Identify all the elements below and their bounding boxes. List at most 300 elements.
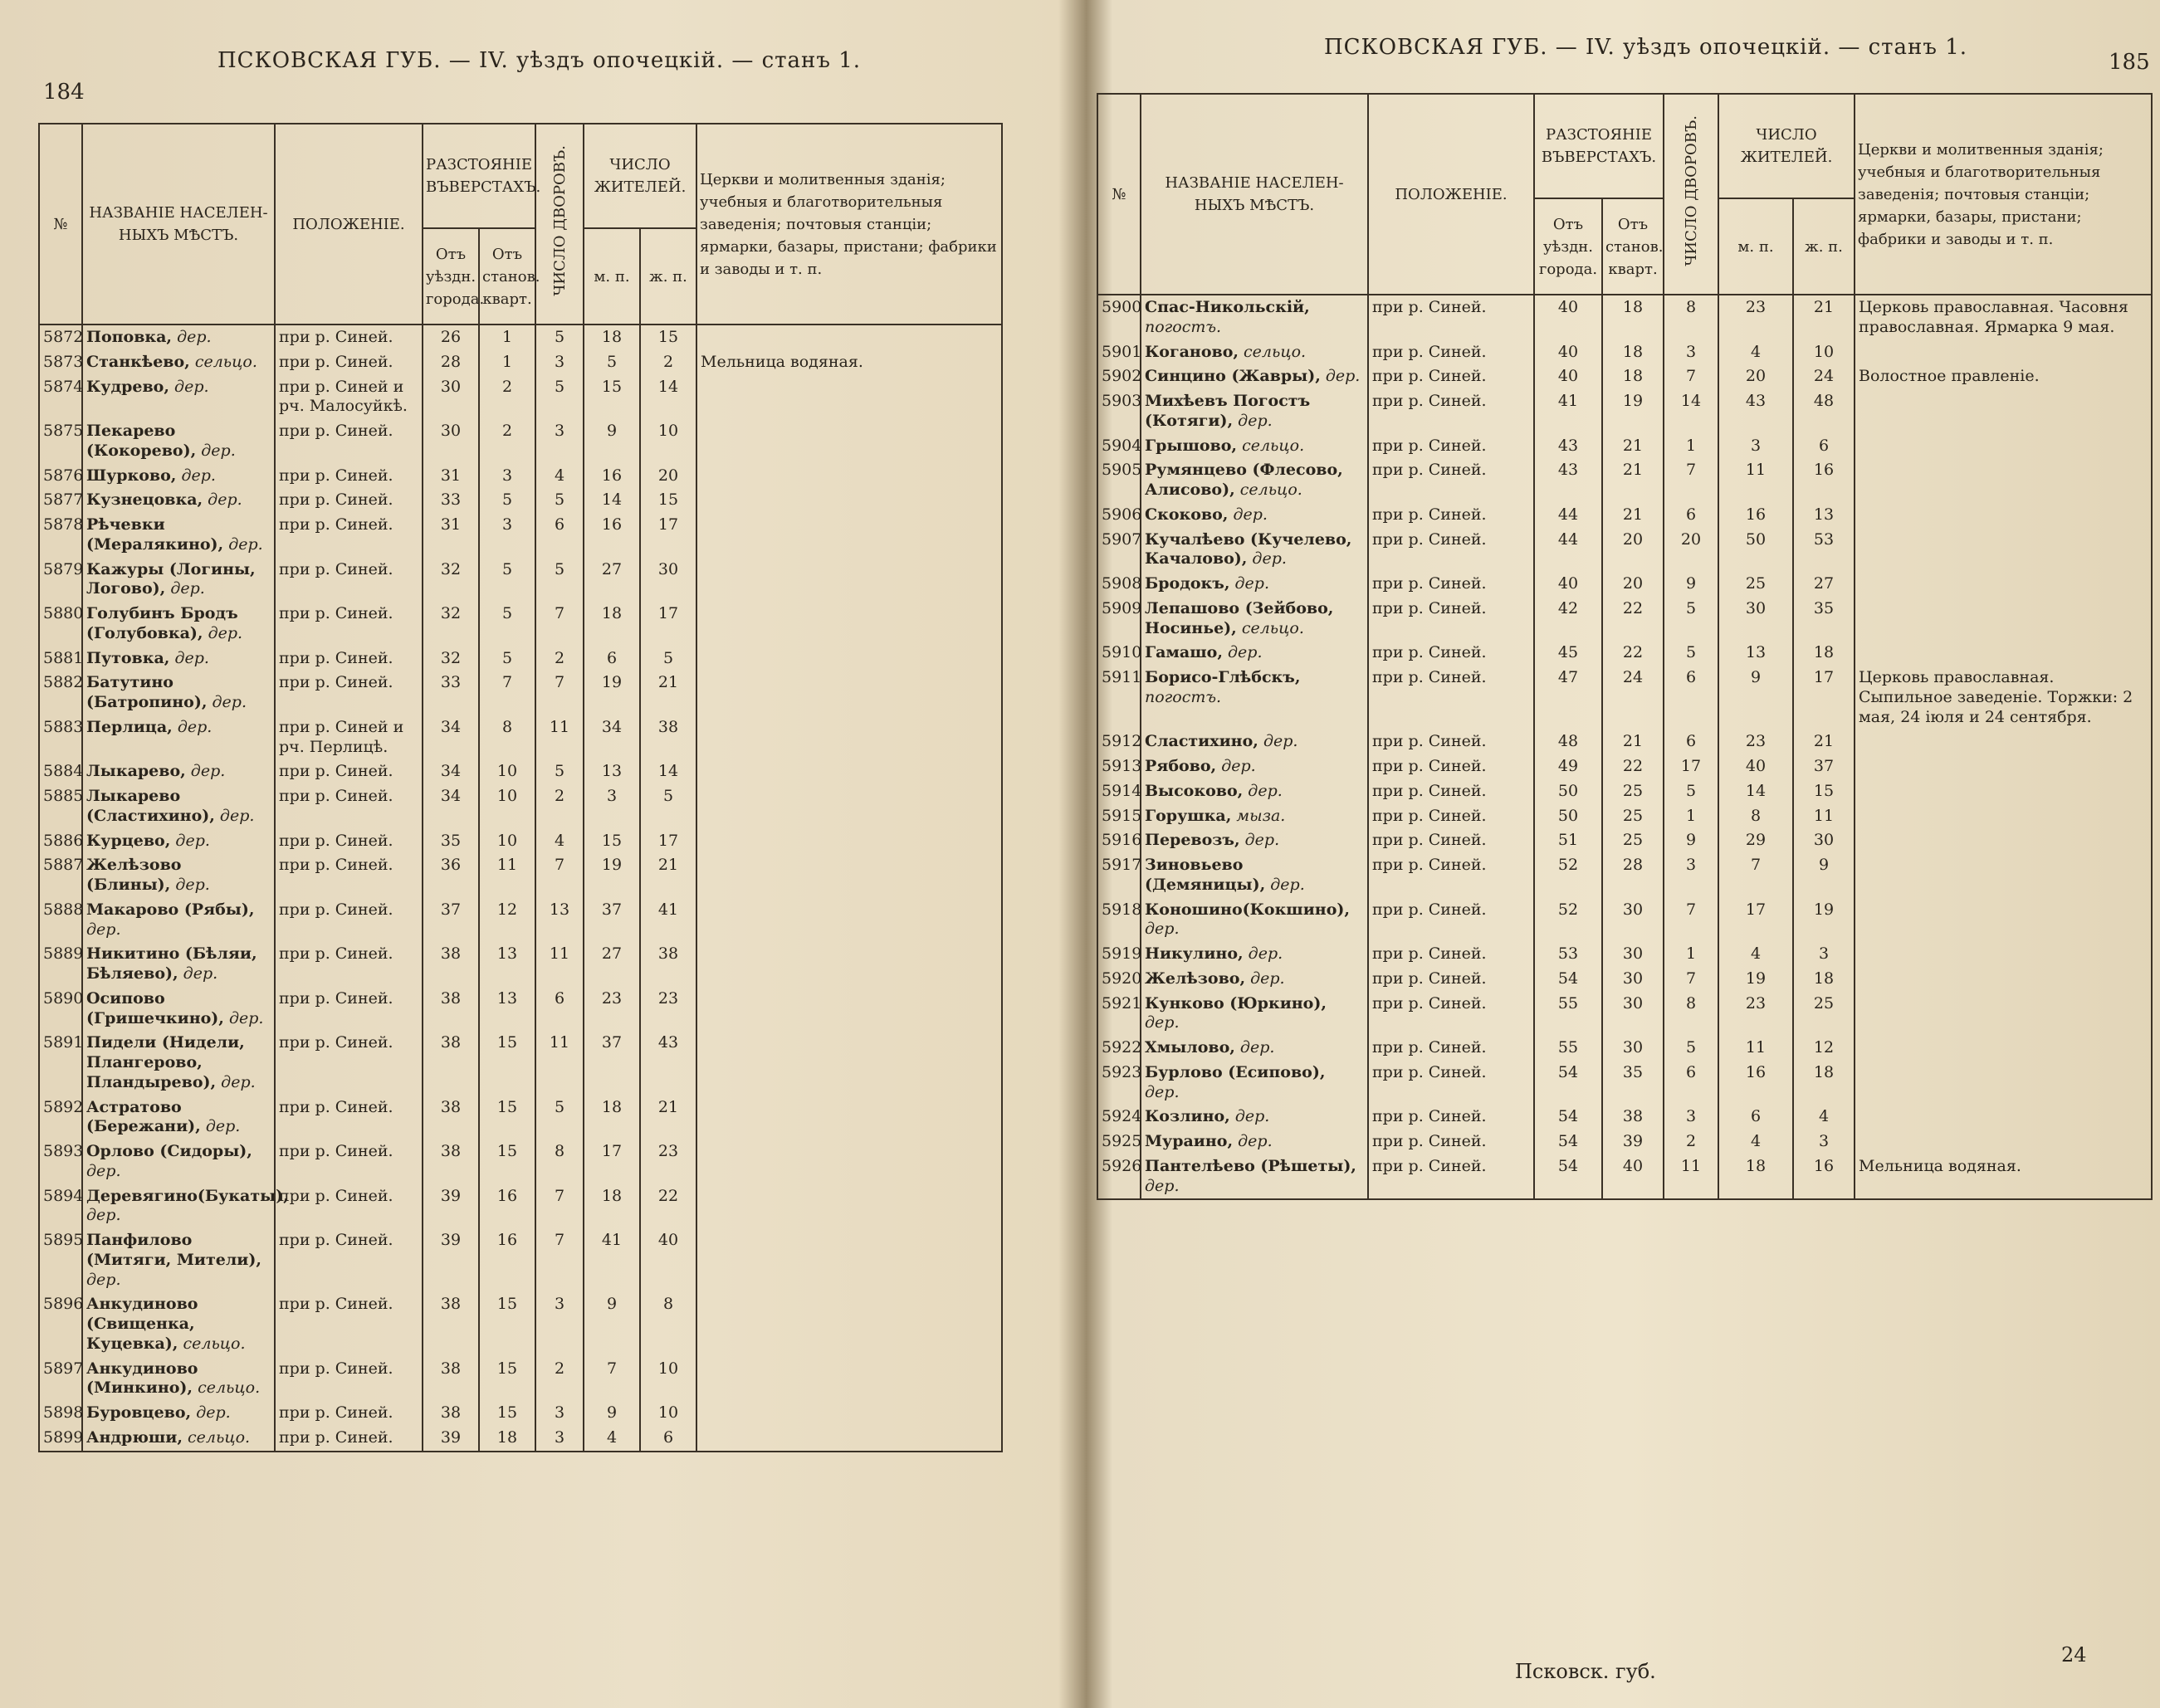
- place-kind: дер.: [86, 1206, 121, 1225]
- distance-city: 51: [1534, 828, 1602, 853]
- table-row: [1097, 597, 2152, 642]
- male-count: 16: [1718, 503, 1793, 528]
- place-kind: дер.: [228, 534, 263, 554]
- place-name-text: Перевозъ,: [1145, 831, 1240, 850]
- male-count: 13: [1718, 641, 1793, 666]
- distance-city: 48: [1534, 730, 1602, 754]
- yards-count: 7: [1664, 458, 1718, 503]
- table-row: [1097, 1105, 2152, 1130]
- distance-city: 38: [423, 987, 479, 1032]
- table-row: [39, 1228, 1002, 1292]
- col-dist-city: Отъ уѣздн. города.: [423, 228, 479, 325]
- remarks: [1855, 389, 2152, 434]
- table-row: [1097, 779, 2152, 804]
- row-number: 5923: [1097, 1061, 1141, 1105]
- row-number: 5883: [39, 715, 82, 760]
- female-count: 10: [640, 1401, 696, 1426]
- place-name-text: Бродокъ,: [1145, 574, 1230, 593]
- place-name-text: Буровцево,: [86, 1403, 192, 1422]
- female-count: 37: [1793, 754, 1855, 779]
- place-location: при р. Синей.: [275, 853, 423, 898]
- remarks: [696, 1426, 1002, 1452]
- yards-count: 2: [535, 784, 584, 829]
- remarks: Мельница водяная.: [1855, 1154, 2152, 1200]
- place-kind: сельцо.: [183, 1334, 246, 1353]
- place-name-text: Желѣзово,: [1145, 969, 1246, 988]
- place-name-text: Грышово,: [1145, 436, 1238, 455]
- col-notes: Церкви и молитвенныя зданія; учебныя и благотворительныя заведенія; почтовыя станціи; ярмарки, базары, пристани; фабрики и заводы и т. п.: [1855, 94, 2152, 295]
- distance-stan: 5: [479, 488, 535, 513]
- remarks: [1855, 779, 2152, 804]
- distance-stan: 18: [1602, 295, 1664, 340]
- distance-stan: 38: [1602, 1105, 1664, 1130]
- table-row: [1097, 853, 2152, 898]
- distance-stan: 10: [479, 784, 535, 829]
- male-count: 3: [584, 784, 640, 829]
- distance-city: 43: [1534, 434, 1602, 459]
- remarks: [696, 898, 1002, 943]
- distance-stan: 21: [1602, 434, 1664, 459]
- female-count: 15: [640, 325, 696, 350]
- row-number: 5882: [39, 671, 82, 715]
- place-name-text: Лыкарево,: [86, 762, 186, 781]
- place-location: при р. Синей.: [275, 558, 423, 603]
- male-count: 15: [584, 375, 640, 420]
- place-name: [1141, 1154, 1368, 1200]
- row-number: 5895: [39, 1228, 82, 1292]
- remarks: [696, 1139, 1002, 1184]
- place-name: [1141, 898, 1368, 943]
- female-count: 23: [640, 987, 696, 1032]
- place-location: при р. Синей.: [1368, 730, 1534, 754]
- male-count: 8: [1718, 804, 1793, 829]
- place-kind: дер.: [1252, 549, 1287, 569]
- distance-stan: 20: [1602, 572, 1664, 597]
- place-name: [1141, 528, 1368, 573]
- male-count: 9: [584, 1401, 640, 1426]
- place-location: при р. Синей.: [275, 1096, 423, 1140]
- yards-count: 6: [535, 513, 584, 558]
- col-female: ж. п.: [640, 228, 696, 325]
- remarks: [1855, 1061, 2152, 1105]
- place-kind: сельцо.: [1241, 618, 1304, 637]
- table-row: [39, 647, 1002, 671]
- row-number: 5915: [1097, 804, 1141, 829]
- male-count: 15: [584, 829, 640, 854]
- row-number: 5897: [39, 1357, 82, 1402]
- row-number: 5908: [1097, 572, 1141, 597]
- place-location: при р. Синей.: [275, 759, 423, 784]
- place-location: при р. Синей.: [1368, 853, 1534, 898]
- yards-count: 4: [535, 829, 584, 854]
- distance-city: 52: [1534, 898, 1602, 943]
- place-location: при р. Синей.: [1368, 340, 1534, 365]
- left-page: [0, 0, 1075, 1708]
- place-kind: сельцо.: [198, 1379, 261, 1398]
- col-yards: ЧИСЛО ДВОРОВЪ.: [535, 124, 584, 325]
- place-kind: дер.: [1233, 505, 1268, 524]
- place-name-text: Кудрево,: [86, 377, 169, 396]
- yards-count: 8: [1664, 992, 1718, 1037]
- table-row: [1097, 503, 2152, 528]
- female-count: 24: [1793, 364, 1855, 389]
- table-row: [1097, 458, 2152, 503]
- place-name-text: Анкудиново (Минкино),: [86, 1359, 198, 1398]
- male-count: 27: [584, 942, 640, 987]
- distance-stan: 15: [479, 1096, 535, 1140]
- remarks: [1855, 641, 2152, 666]
- place-kind: дер.: [1270, 875, 1305, 894]
- row-number: 5926: [1097, 1154, 1141, 1200]
- place-location: при р. Синей.: [275, 350, 423, 375]
- place-location: при р. Синей.: [1368, 458, 1534, 503]
- place-location: при р. Синей.: [1368, 992, 1534, 1037]
- remarks: [696, 715, 1002, 760]
- yards-count: 3: [535, 1426, 584, 1452]
- distance-stan: 16: [479, 1228, 535, 1292]
- male-count: 41: [584, 1228, 640, 1292]
- distance-stan: 20: [1602, 528, 1664, 573]
- remarks: [696, 1401, 1002, 1426]
- place-name-text: Макарово (Рябы),: [86, 900, 255, 919]
- table-row: [39, 602, 1002, 647]
- yards-count: 1: [1664, 434, 1718, 459]
- distance-city: 30: [423, 419, 479, 464]
- female-count: 25: [1793, 992, 1855, 1037]
- female-count: 17: [640, 513, 696, 558]
- table-row: [39, 829, 1002, 854]
- place-location: при р. Синей.: [1368, 434, 1534, 459]
- female-count: 10: [1793, 340, 1855, 365]
- place-location: при р. Синей.: [1368, 967, 1534, 992]
- distance-stan: 15: [479, 1357, 535, 1402]
- distance-stan: 21: [1602, 730, 1664, 754]
- yards-count: 6: [1664, 666, 1718, 730]
- place-location: при р. Синей.: [275, 1184, 423, 1229]
- male-count: 16: [1718, 1061, 1793, 1105]
- yards-count: 5: [535, 1096, 584, 1140]
- female-count: 22: [640, 1184, 696, 1229]
- table-row: [39, 671, 1002, 715]
- male-count: 3: [1718, 434, 1793, 459]
- distance-stan: 11: [479, 853, 535, 898]
- place-location: при р. Синей.: [275, 488, 423, 513]
- place-location: при р. Синей.: [275, 1228, 423, 1292]
- distance-city: 38: [423, 1031, 479, 1095]
- male-count: 23: [1718, 992, 1793, 1037]
- row-number: 5919: [1097, 942, 1141, 967]
- distance-stan: 24: [1602, 666, 1664, 730]
- row-number: 5894: [39, 1184, 82, 1229]
- place-name: [1141, 295, 1368, 340]
- yards-count: 7: [535, 602, 584, 647]
- yards-count: 11: [535, 1031, 584, 1095]
- place-name: [82, 488, 275, 513]
- remarks: Волостное правленіе.: [1855, 364, 2152, 389]
- remarks: [696, 419, 1002, 464]
- place-name: [82, 784, 275, 829]
- table-row: [1097, 295, 2152, 340]
- distance-city: 53: [1534, 942, 1602, 967]
- row-number: 5877: [39, 488, 82, 513]
- yards-count: 17: [1664, 754, 1718, 779]
- yards-count: 7: [535, 853, 584, 898]
- yards-count: 1: [1664, 804, 1718, 829]
- yards-count: 7: [535, 1228, 584, 1292]
- place-name-text: Синцино (Жавры),: [1145, 367, 1321, 386]
- table-row: [39, 1184, 1002, 1229]
- distance-city: 55: [1534, 1036, 1602, 1061]
- female-count: 10: [640, 419, 696, 464]
- row-number: 5906: [1097, 503, 1141, 528]
- place-name: [1141, 1105, 1368, 1130]
- distance-stan: 18: [479, 1426, 535, 1452]
- table-row: [39, 558, 1002, 603]
- row-number: 5893: [39, 1139, 82, 1184]
- remarks: [1855, 1130, 2152, 1154]
- place-kind: дер.: [219, 806, 255, 825]
- yards-count: 5: [1664, 779, 1718, 804]
- col-distance: РАЗСТОЯНІЕ ВЪВЕРСТАХЪ.: [1534, 94, 1664, 198]
- distance-stan: 21: [1602, 503, 1664, 528]
- place-location: при р. Синей.: [1368, 1061, 1534, 1105]
- female-count: 11: [1793, 804, 1855, 829]
- row-number: 5924: [1097, 1105, 1141, 1130]
- table-row: [39, 987, 1002, 1032]
- female-count: 21: [640, 671, 696, 715]
- male-count: 4: [1718, 942, 1793, 967]
- distance-city: 54: [1534, 967, 1602, 992]
- female-count: 23: [640, 1139, 696, 1184]
- male-count: 11: [1718, 458, 1793, 503]
- distance-city: 34: [423, 715, 479, 760]
- female-count: 17: [1793, 666, 1855, 730]
- table-row: [1097, 340, 2152, 365]
- distance-city: 40: [1534, 364, 1602, 389]
- distance-city: 31: [423, 513, 479, 558]
- distance-city: 54: [1534, 1105, 1602, 1130]
- female-count: 16: [1793, 458, 1855, 503]
- row-number: 5911: [1097, 666, 1141, 730]
- place-location: при р. Синей.: [1368, 528, 1534, 573]
- row-number: 5879: [39, 558, 82, 603]
- place-name: [82, 759, 275, 784]
- place-name-text: Борисо-Глѣбскъ,: [1145, 668, 1301, 686]
- distance-city: 39: [423, 1228, 479, 1292]
- place-name: [82, 853, 275, 898]
- place-kind: дер.: [181, 466, 216, 485]
- place-name: [82, 671, 275, 715]
- yards-count: 11: [535, 942, 584, 987]
- place-name-text: Курцево,: [86, 831, 171, 850]
- female-count: 21: [640, 1096, 696, 1140]
- place-name: [1141, 572, 1368, 597]
- place-kind: дер.: [1145, 1082, 1180, 1101]
- place-name: [82, 647, 275, 671]
- place-name: [82, 513, 275, 558]
- remarks: [696, 1357, 1002, 1402]
- table-row: [1097, 942, 2152, 967]
- distance-city: 38: [423, 1139, 479, 1184]
- male-count: 6: [584, 647, 640, 671]
- place-name: [82, 602, 275, 647]
- remarks: [696, 853, 1002, 898]
- female-count: 15: [1793, 779, 1855, 804]
- place-name-text: Кажуры (Логины, Логово),: [86, 559, 256, 598]
- remarks: [1855, 434, 2152, 459]
- male-count: 37: [584, 898, 640, 943]
- place-name-text: Анкудиново (Свищенка, Куцевка),: [86, 1295, 198, 1353]
- place-location: при р. Синей.: [1368, 1105, 1534, 1130]
- female-count: 4: [1793, 1105, 1855, 1130]
- distance-city: 52: [1534, 853, 1602, 898]
- place-name: [82, 1357, 275, 1402]
- place-location: при р. Синей.: [1368, 364, 1534, 389]
- place-name: [1141, 364, 1368, 389]
- place-kind: дер.: [1244, 831, 1280, 850]
- distance-city: 54: [1534, 1061, 1602, 1105]
- table-row: [39, 1357, 1002, 1402]
- right-register-table: [1097, 93, 2153, 1200]
- remarks: [1855, 597, 2152, 642]
- remarks: [1855, 754, 2152, 779]
- male-count: 37: [584, 1031, 640, 1095]
- table-row: [1097, 804, 2152, 829]
- table-row: [39, 488, 1002, 513]
- distance-city: 43: [1534, 458, 1602, 503]
- sheet-number: 24: [2061, 1643, 2087, 1667]
- table-row: [1097, 641, 2152, 666]
- female-count: 18: [1793, 641, 1855, 666]
- yards-count: 5: [535, 759, 584, 784]
- remarks: [696, 647, 1002, 671]
- male-count: 6: [1718, 1105, 1793, 1130]
- place-name: [82, 419, 275, 464]
- yards-count: 7: [535, 671, 584, 715]
- place-kind: дер.: [175, 876, 210, 894]
- distance-city: 36: [423, 853, 479, 898]
- place-name-text: Андрюши,: [86, 1427, 183, 1447]
- male-count: 40: [1718, 754, 1793, 779]
- distance-stan: 22: [1602, 597, 1664, 642]
- place-location: при р. Синей.: [275, 1401, 423, 1426]
- distance-city: 38: [423, 1292, 479, 1356]
- place-kind: дер.: [190, 762, 226, 781]
- table-row: [1097, 666, 2152, 730]
- place-name-text: Пидели (Нидели, Плангерово, Пландырево),: [86, 1033, 245, 1091]
- place-name: [82, 898, 275, 943]
- yards-count: 1: [1664, 942, 1718, 967]
- male-count: 9: [584, 419, 640, 464]
- table-row: [1097, 730, 2152, 754]
- distance-stan: 2: [479, 375, 535, 420]
- female-count: 30: [1793, 828, 1855, 853]
- yards-count: 5: [1664, 597, 1718, 642]
- place-kind: дер.: [1234, 574, 1269, 593]
- distance-stan: 18: [1602, 364, 1664, 389]
- yards-count: 7: [1664, 898, 1718, 943]
- female-count: 21: [1793, 295, 1855, 340]
- female-count: 40: [640, 1228, 696, 1292]
- female-count: 3: [1793, 942, 1855, 967]
- distance-city: 34: [423, 784, 479, 829]
- row-number: 5917: [1097, 853, 1141, 898]
- distance-city: 54: [1534, 1130, 1602, 1154]
- distance-stan: 25: [1602, 828, 1664, 853]
- distance-city: 44: [1534, 528, 1602, 573]
- col-name: НАЗВАНІЕ НАСЕЛЕН-НЫХЪ МѢСТЪ.: [1141, 94, 1368, 295]
- distance-city: 32: [423, 647, 479, 671]
- table-row: [1097, 754, 2152, 779]
- place-name-text: Астратово (Бережани),: [86, 1097, 201, 1136]
- distance-stan: 15: [479, 1401, 535, 1426]
- male-count: 18: [584, 602, 640, 647]
- yards-count: 8: [535, 1139, 584, 1184]
- place-kind: сельцо.: [188, 1427, 251, 1447]
- row-number: 5889: [39, 942, 82, 987]
- female-count: 21: [640, 853, 696, 898]
- row-number: 5910: [1097, 641, 1141, 666]
- col-no: №: [1097, 94, 1141, 295]
- place-name: [82, 987, 275, 1032]
- male-count: 50: [1718, 528, 1793, 573]
- place-name-text: Поповка,: [86, 328, 173, 346]
- table-row: [1097, 967, 2152, 992]
- female-count: 6: [1793, 434, 1855, 459]
- distance-stan: 28: [1602, 853, 1664, 898]
- place-name-text: Коношино(Кокшино),: [1145, 900, 1350, 919]
- place-kind: погостъ.: [1145, 687, 1222, 706]
- place-location: при р. Синей.: [1368, 1036, 1534, 1061]
- table-row: [39, 942, 1002, 987]
- female-count: 10: [640, 1357, 696, 1402]
- distance-stan: 30: [1602, 942, 1664, 967]
- place-location: при р. Синей.: [275, 325, 423, 350]
- place-location: при р. Синей.: [275, 464, 423, 489]
- place-kind: дер.: [174, 648, 209, 667]
- place-name: [1141, 730, 1368, 754]
- distance-stan: 21: [1602, 458, 1664, 503]
- male-count: 34: [584, 715, 640, 760]
- row-number: 5905: [1097, 458, 1141, 503]
- yards-count: 20: [1664, 528, 1718, 573]
- place-name: [82, 375, 275, 420]
- table-row: [39, 759, 1002, 784]
- place-location: при р. Синей.: [1368, 641, 1534, 666]
- distance-city: 38: [423, 1096, 479, 1140]
- yards-count: 11: [1664, 1154, 1718, 1200]
- place-name: [82, 942, 275, 987]
- place-location: при р. Синей.: [275, 419, 423, 464]
- place-location: при р. Синей.: [1368, 597, 1534, 642]
- row-number: 5913: [1097, 754, 1141, 779]
- place-name-text: Румянцево (Флесово, Алисово),: [1145, 461, 1343, 499]
- row-number: 5920: [1097, 967, 1141, 992]
- place-name: [82, 1426, 275, 1452]
- remarks: [696, 488, 1002, 513]
- col-name: НАЗВАНІЕ НАСЕЛЕН-НЫХЪ МѢСТЪ.: [82, 124, 275, 325]
- table-row: [1097, 1061, 2152, 1105]
- place-kind: дер.: [1248, 944, 1283, 963]
- yards-count: 6: [535, 987, 584, 1032]
- distance-city: 41: [1534, 389, 1602, 434]
- place-location: при р. Синей.: [1368, 572, 1534, 597]
- female-count: 35: [1793, 597, 1855, 642]
- place-name: [82, 1139, 275, 1184]
- male-count: 23: [1718, 730, 1793, 754]
- place-name: [82, 558, 275, 603]
- distance-stan: 25: [1602, 804, 1664, 829]
